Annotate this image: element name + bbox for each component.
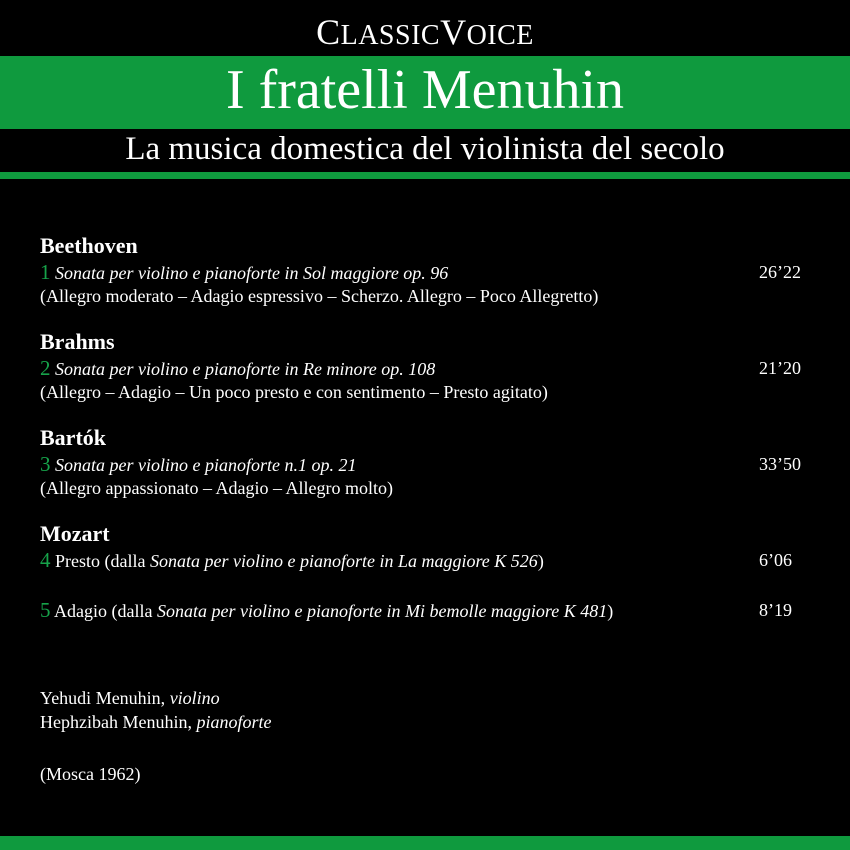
top-divider <box>0 172 850 179</box>
composer-name: Brahms <box>40 329 115 354</box>
track-title: Sonata per violino e pianoforte in Sol maggiore op. 96 <box>55 263 449 283</box>
performer-line <box>40 710 271 734</box>
composer-block-bartok <box>40 424 820 500</box>
performer-instrument: violino <box>169 688 220 708</box>
track-line <box>40 548 820 572</box>
track-prefix: Presto (dalla <box>55 551 150 571</box>
track-movements: (Allegro – Adagio – Un poco presto e con sentimento – Presto agitato) <box>40 382 548 402</box>
album-subtitle: La musica domestica del violinista del secolo <box>125 131 725 167</box>
track-duration: 21’20 <box>759 358 801 378</box>
composer-block-mozart <box>40 520 820 622</box>
track-duration: 33’50 <box>759 454 801 474</box>
track-line <box>40 356 820 380</box>
performers <box>40 686 271 734</box>
track-number: 3 <box>40 452 51 476</box>
track-duration: 6’06 <box>759 550 792 570</box>
composer-name: Beethoven <box>40 233 138 258</box>
performer-instrument: pianoforte <box>196 712 272 732</box>
track-suffix: ) <box>607 601 614 621</box>
composer-name: Mozart <box>40 521 110 546</box>
composer-name: Bartók <box>40 425 106 450</box>
recording-note: (Mosca 1962) <box>40 764 141 784</box>
track-title: Sonata per violino e pianoforte n.1 op. 21 <box>55 455 357 475</box>
composer-block-beethoven <box>40 232 820 308</box>
track-number: 1 <box>40 260 51 284</box>
track-line <box>40 260 820 284</box>
track-list <box>40 232 820 642</box>
performer-line <box>40 686 271 710</box>
track-number: 4 <box>40 548 51 572</box>
track-prefix: Adagio (dalla <box>54 601 157 621</box>
brand-logo: CLASSICVOICE <box>316 12 534 52</box>
track-number: 2 <box>40 356 51 380</box>
performer-name: Hephzibah Menuhin, <box>40 712 197 732</box>
track-duration: 26’22 <box>759 262 801 282</box>
track-movements: (Allegro moderato – Adagio espressivo – Scherzo. Allegro – Poco Allegretto) <box>40 286 599 306</box>
performer-name: Yehudi Menuhin, <box>40 688 170 708</box>
track-title: Sonata per violino e pianoforte in Re minore op. 108 <box>55 359 436 379</box>
track-title: Sonata per violino e pianoforte in La maggiore K 526 <box>149 551 538 571</box>
track-number: 5 <box>40 598 51 622</box>
track-title: Sonata per violino e pianoforte in Mi bemolle maggiore K 481 <box>156 601 608 621</box>
track-suffix: ) <box>537 551 544 571</box>
track-line <box>40 452 820 476</box>
track-movements: (Allegro appassionato – Adagio – Allegro molto) <box>40 478 393 498</box>
composer-block-brahms <box>40 328 820 404</box>
bottom-divider <box>0 836 850 850</box>
track-duration: 8’19 <box>759 600 792 620</box>
album-title-band <box>0 56 850 129</box>
track-line <box>40 598 820 622</box>
spacer <box>40 572 820 598</box>
album-title: I fratelli Menuhin <box>225 59 625 121</box>
